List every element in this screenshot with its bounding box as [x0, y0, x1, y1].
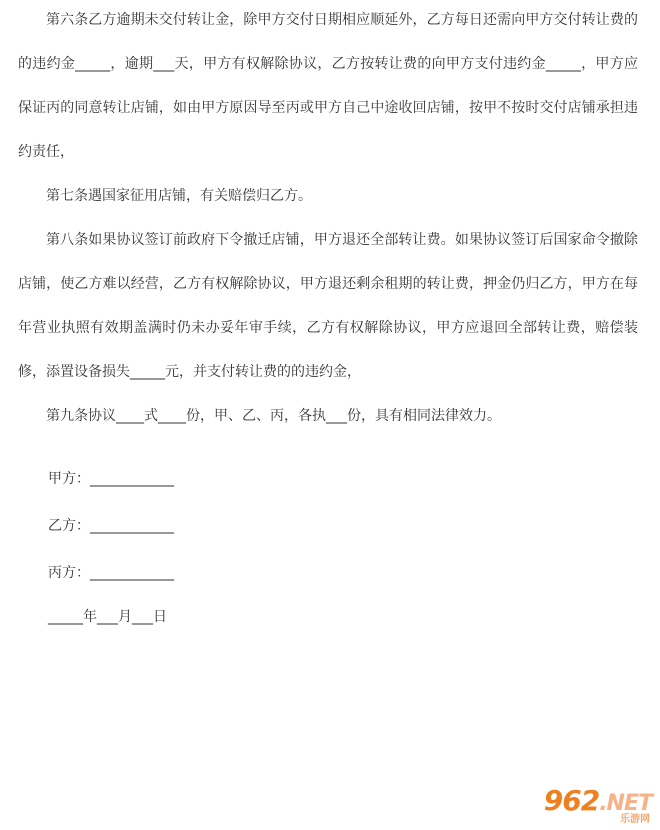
document-body — [18, 0, 638, 438]
watermark-number: 962 — [543, 784, 600, 817]
watermark-suffix: .NET — [599, 791, 652, 816]
clause-7: 第七条遇国家征用店铺，有关赔偿归乙方。 — [46, 188, 312, 204]
watermark-subtitle: 乐游网 — [620, 814, 650, 825]
signature-party-a: 甲方：____________ — [48, 471, 174, 487]
clause-8: 第八条如果协议签订前政府下令撤迁店铺，甲方退还全部转让费。如果协议签订后国家命令撤除店铺，使乙方难以经营，乙方有权解除协议，甲方退还剩余租期的转让费，押金仍归乙方，甲方在每年营业执照有效期盖满时仍未办妥年审手续，乙方有权解除协议，甲方应退回全部转让费，赔偿装修，添置设备损失_____元，并支付转让费的的违约金， — [18, 232, 638, 380]
signature-party-b: 乙方：____________ — [48, 518, 174, 534]
clause-6: 第六条乙方逾期未交付转让金，除甲方交付日期相应顺延外，乙方每日还需向甲方交付转让费的的违约金_____，逾期___天，甲方有权解除协议，乙方按转让费的向甲方支付违约金_____，甲方应保证丙的同意转让店铺，如由甲方原因导至丙或甲方自己中途收回店铺，按甲不按时交付店铺承担违约责任， — [18, 12, 638, 160]
clause-9: 第九条协议____式____份，甲、乙、丙，各执___份，具有相同法律效力。 — [46, 408, 501, 424]
signature-date: _____年___月___日 — [48, 609, 167, 625]
signature-party-c: 丙方：____________ — [48, 565, 174, 581]
watermark-logo — [524, 786, 652, 826]
